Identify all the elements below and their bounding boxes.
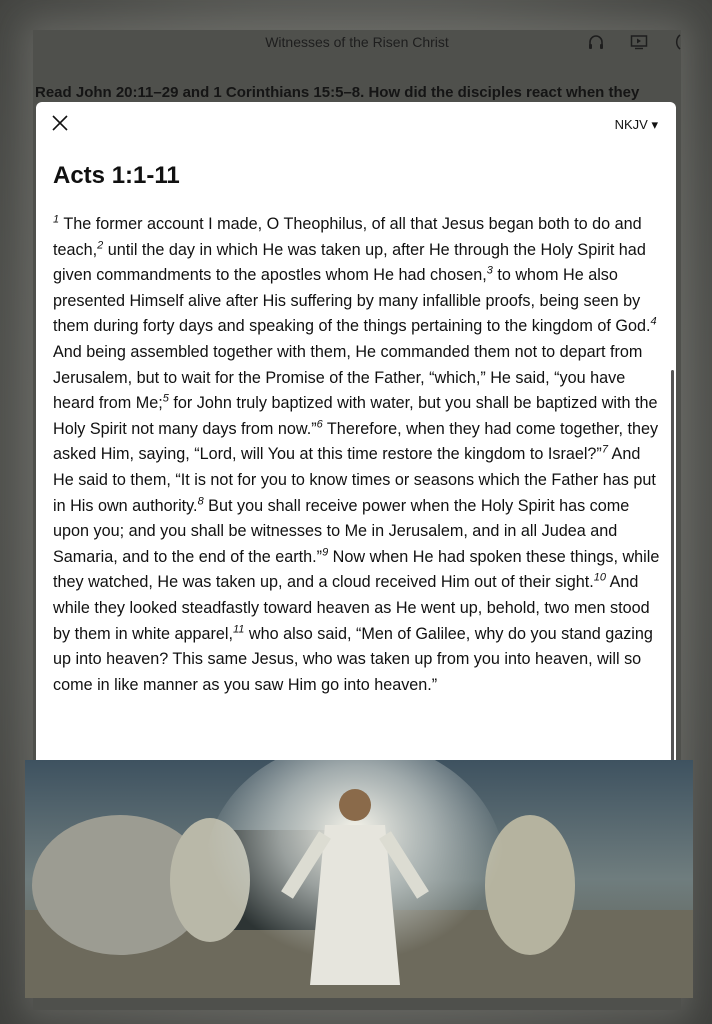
verse-text: who also said, “Men of Galilee, why do you stand gazing up into heaven? This same Jesus, who was taken up from you into heaven, will so come in like manner as you saw Him go into heaven.”	[53, 624, 653, 694]
chevron-down-icon: ▾	[651, 117, 658, 132]
passage-title: Acts 1:1-11	[53, 162, 180, 189]
verse-number: 10	[593, 571, 607, 584]
verse-number: 6	[316, 418, 323, 431]
more-icon[interactable]	[673, 33, 681, 51]
verse-number: 2	[97, 239, 104, 252]
close-icon[interactable]	[51, 114, 69, 132]
verse-number: 11	[232, 623, 245, 636]
verse-text: And being assembled together with them, He commanded them not to depart from Jerusalem, but to wait for the Promise of the Father, “which,” He said, “you have heard from Me;	[53, 342, 643, 413]
verse-number: 1	[53, 213, 60, 226]
version-label: NKJV	[614, 117, 648, 132]
verse-number: 9	[322, 546, 329, 559]
verse-text: But you shall receive power when the Holy Spirit has come upon you; and you shall be witnesses to Me in Jerusalem, and in all Judea and Samaria, and to the end of the earth.”	[53, 496, 630, 566]
verse-number: 4	[650, 315, 657, 328]
verse-number: 7	[601, 443, 608, 456]
passage-text	[53, 212, 663, 698]
verse-text: And He said to them, “It is not for you to know times or seasons which the Father has put in His own authority.	[53, 445, 656, 515]
verse-text: to whom He also presented Himself alive after His suffering by many infallible proofs, being seen by them during forty days and speaking of the things pertaining to the kingdom of God.	[53, 266, 651, 336]
verse-text: until the day in which He was taken up, after He through the Holy Spirit had given commandments to the apostles whom He had chosen,	[53, 240, 646, 285]
study-question: Read John 20:11–29 and 1 Corinthians 15:5–8. How did the disciples react when they	[35, 84, 640, 101]
version-selector[interactable]	[615, 117, 658, 133]
verse-text: Now when He had spoken these things, while they watched, He was taken up, and a cloud received Him out of their sight.	[53, 547, 660, 592]
verse-number: 5	[162, 392, 169, 405]
scrollbar[interactable]	[671, 370, 674, 762]
resurrection-painting	[25, 760, 693, 998]
verse-text: And while they looked steadfastly toward heaven as He went up, behold, two men stood by them in white apparel,	[53, 573, 650, 643]
verse-number: 8	[197, 495, 204, 508]
lesson-title: Witnesses of the Risen Christ	[265, 34, 449, 50]
verse-number: 3	[486, 264, 493, 277]
headphones-icon[interactable]	[587, 33, 605, 51]
video-play-icon[interactable]	[630, 33, 648, 51]
verse-text: Therefore, when they had come together, they asked Him, saying, “Lord, will You at this time restore the kingdom to Israel?”	[53, 419, 659, 464]
top-bar	[33, 30, 681, 56]
verse-text: for John truly baptized with water, but you shall be baptized with the Holy Spirit not many days from now.”	[53, 394, 658, 438]
verse-text: The former account I made, O Theophilus, of all that Jesus began both to do and teach,	[53, 215, 642, 259]
scripture-popup	[36, 102, 676, 762]
